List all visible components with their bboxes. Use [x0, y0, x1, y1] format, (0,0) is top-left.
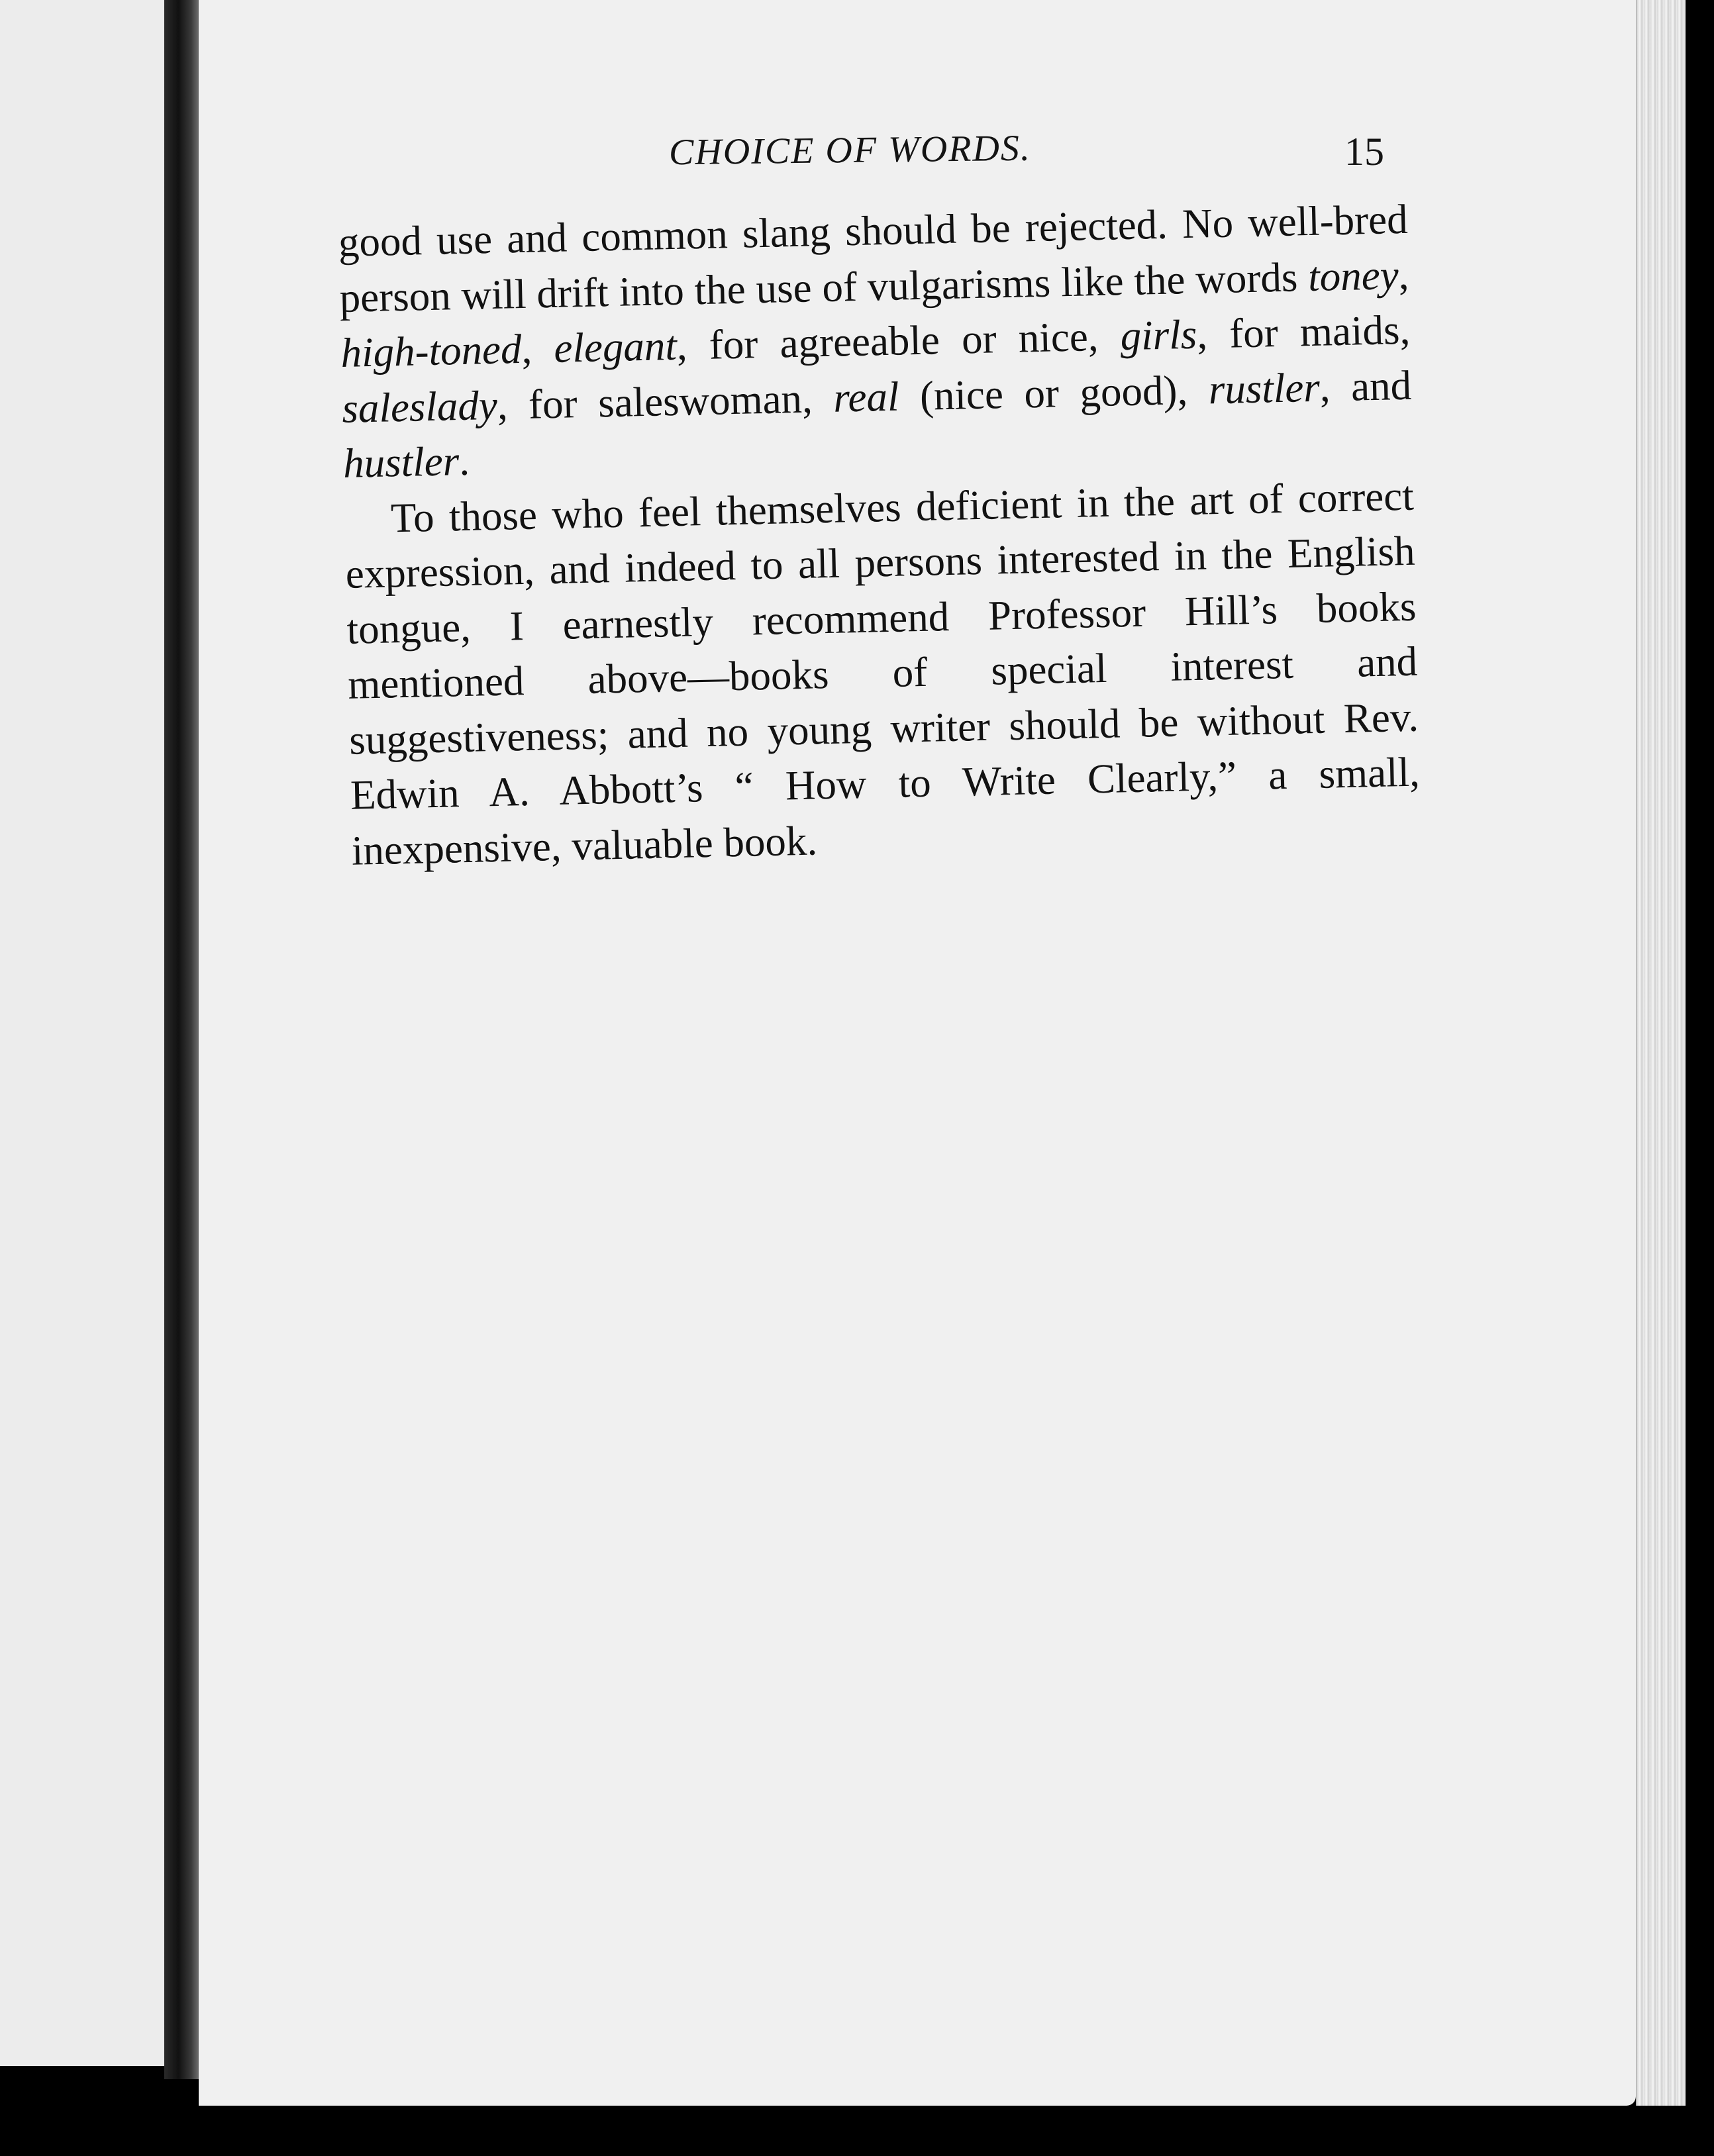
paragraph: To those who feel themselves deficient in the art of correct expression, and indeed to all persons interested in the English tongue, I earnestly recommend Professor Hill’s books mentioned above—books of special interest and suggestiveness; and no young writer should be without Rev. Edwin A. Abbott’s “ How to Write Clearly,” a small, inexpensive, valuable book.	[345, 472, 1421, 874]
italic-term: real	[832, 373, 900, 421]
italic-term: rustler	[1207, 364, 1321, 413]
italic-term: girls	[1119, 311, 1197, 360]
paragraph	[338, 192, 1413, 492]
background-edge	[1686, 0, 1714, 2156]
text-run: , and	[1319, 362, 1412, 411]
italic-term: hustler	[342, 438, 460, 487]
text-run: good use and common slang should be rejected. No well-bred person will drift into the use of vulgarisms like the words	[338, 195, 1409, 321]
text-run: .	[458, 437, 470, 485]
page-number: 15	[1344, 130, 1384, 173]
running-head: CHOICE OF WORDS.	[668, 127, 1032, 173]
text-run: , for saleswoman,	[497, 374, 834, 428]
italic-term: elegant	[553, 322, 678, 371]
text-run: , for agreeable or nice,	[676, 313, 1121, 369]
italic-term: high-toned	[340, 326, 523, 376]
italic-term: saleslady	[341, 381, 498, 432]
background-strip	[0, 2106, 1714, 2156]
text-run: (nice or good),	[898, 366, 1209, 420]
body-text	[338, 192, 1421, 879]
italic-term: toney	[1307, 251, 1399, 300]
text-run: ,	[1397, 251, 1410, 298]
book-spine-shadow	[164, 0, 200, 2079]
text-run: ,	[521, 324, 555, 372]
page-header	[662, 129, 1391, 182]
page-edges	[1636, 0, 1687, 2106]
text-run: , for maids,	[1196, 306, 1411, 358]
